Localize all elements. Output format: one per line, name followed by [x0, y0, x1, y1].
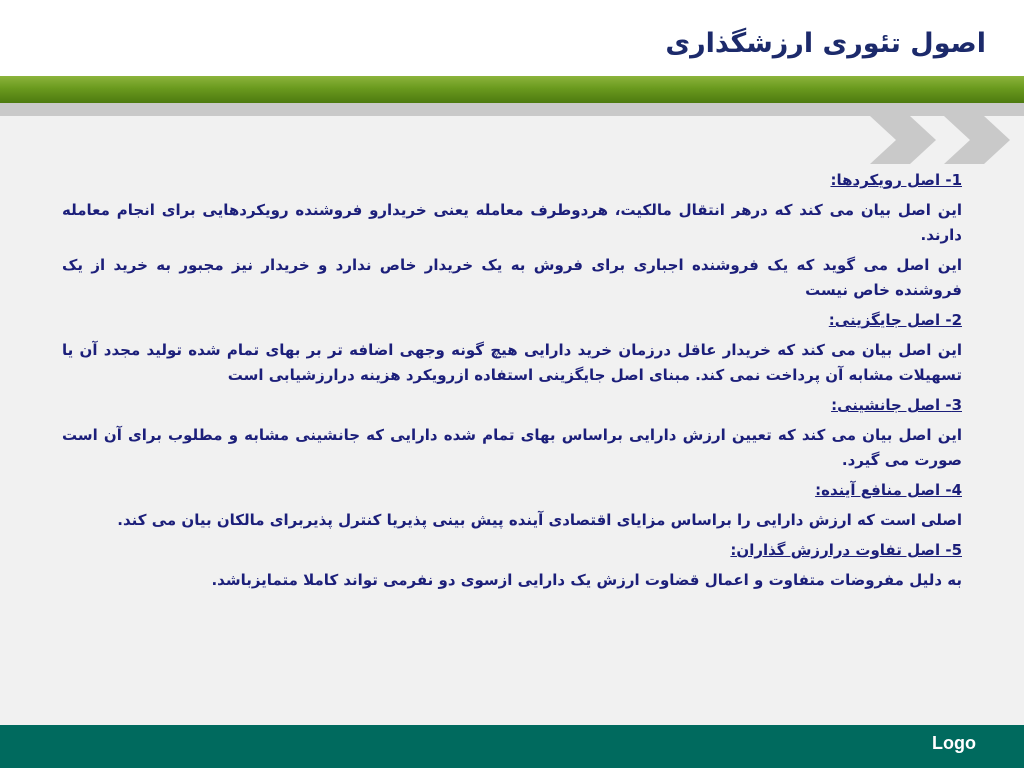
section-heading-future-benefits: 4- اصل منافع آینده: — [815, 481, 962, 499]
section-paragraph: این اصل بیان می کند که تعیین ارزش دارایی براساس بهای تمام شده دارایی که جانشینی مشابه و مطلوب برای آن است صورت می گیرد. — [62, 426, 962, 469]
footer-bar — [0, 725, 1024, 768]
logo: Logo — [932, 733, 976, 753]
chevron-right-shape — [944, 116, 1010, 164]
chevron-left-shape — [870, 116, 936, 164]
section-paragraph: این اصل بیان می کند که درهر انتقال مالکیت، هردوطرف معامله یعنی خریدارو فروشنده رویکردهایی برای انجام معامله دارند. — [62, 201, 962, 244]
page-title: اصول تئوری ارزشگذاری — [665, 28, 986, 59]
section-heading-approaches: 1- اصل رویکردها: — [830, 171, 962, 189]
header-gray-bar — [0, 103, 1024, 116]
section-paragraph: این اصل بیان می کند که خریدار عاقل درزمان خرید دارایی هیچ گونه وجهی اضافه تر بر بهای تمام شده تولید مجدد آن یا تسهیلات مشابه آن پرداخت نمی کند. مبنای اصل جایگزینی استفاده ازرویکرد هزینه درارزشیابی است — [62, 341, 962, 384]
section-heading-succession: 3- اصل جانشینی: — [831, 396, 962, 414]
slide-content — [62, 168, 962, 598]
section-paragraph: به دلیل مفروضات متفاوت و اعمال قضاوت ارزش یک دارایی ازسوی دو نفرمی تواند کاملا متمایزباشد. — [211, 571, 962, 589]
title-area — [0, 0, 1024, 76]
section-paragraph: این اصل می گوید که یک فروشنده اجباری برای فروش به یک خریدار خاص ندارد و خریدار نیز مجبور به خرید از یک فروشنده خاص نیست — [62, 256, 962, 299]
section-heading-valuer-difference: 5- اصل تفاوت درارزش گذاران: — [730, 541, 962, 559]
header-green-bar — [0, 76, 1024, 103]
section-heading-substitution: 2- اصل جایگزینی: — [828, 311, 962, 329]
double-chevron-icon — [868, 116, 1018, 164]
section-paragraph: اصلی است که ارزش دارایی را براساس مزایای اقتصادی آینده پیش بینی پذیریا کنترل پذیربرای مالکان بیان می کند. — [117, 511, 962, 529]
